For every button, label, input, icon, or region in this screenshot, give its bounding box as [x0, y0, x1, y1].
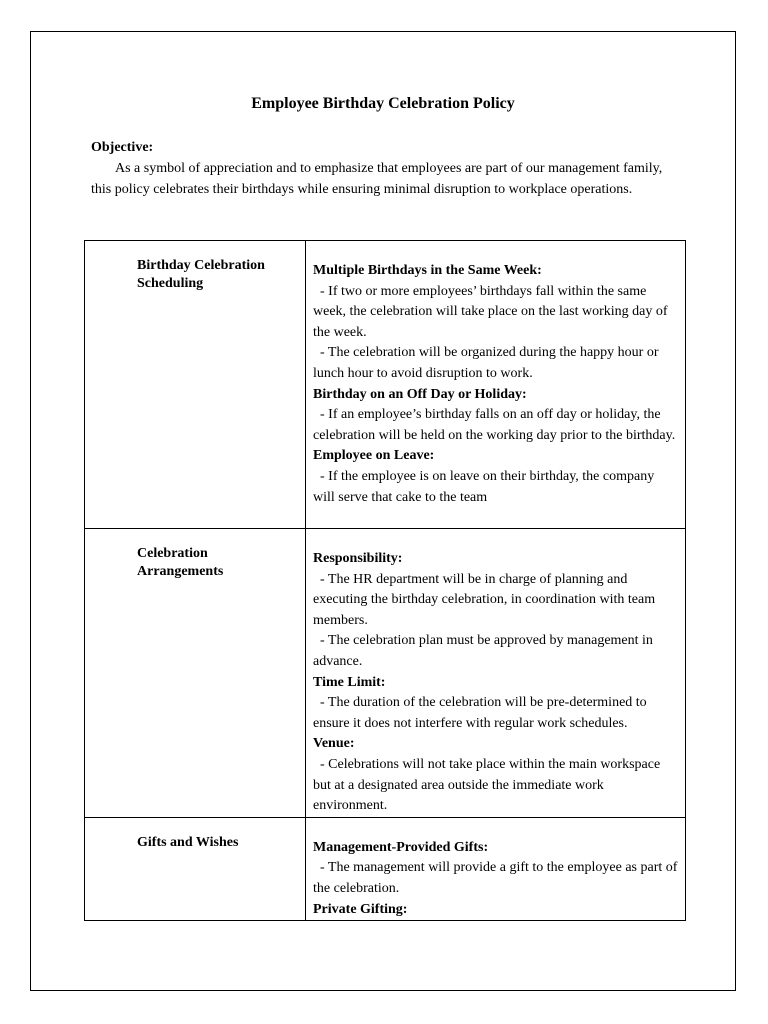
section-body-cell — [306, 529, 686, 818]
section-body-gifts — [306, 818, 685, 920]
table-row — [85, 817, 686, 920]
policy-item: - If an employee’s birthday falls on an off day or holiday, the celebration will be held on the working day prior to the birthday. — [313, 407, 676, 443]
objective-text: As a symbol of appreciation and to emphasize that employees are part of our management family, this policy celebrates their birthdays while ensuring minimal disruption to workplace operations. — [91, 161, 663, 197]
subheading: Time Limit: — [313, 674, 386, 690]
section-body-cell — [306, 241, 686, 529]
document-title: Employee Birthday Celebration Policy — [251, 95, 515, 112]
policy-item: - The duration of the celebration will be pre-determined to ensure it does not interfere with regular work schedules. — [313, 695, 647, 731]
subheading: Birthday on an Off Day or Holiday: — [313, 386, 527, 402]
subheading: Management-Provided Gifts: — [313, 839, 489, 855]
document-page — [30, 31, 736, 991]
section-title-cell — [85, 529, 306, 818]
section-title-cell — [85, 241, 306, 529]
table-row — [85, 529, 686, 818]
objective-label: Objective: — [91, 140, 154, 155]
policy-item: - Celebrations will not take place within the main workspace but at a designated area outside the immediate work environment. — [313, 756, 661, 814]
policy-item: - The HR department will be in charge of planning and executing the birthday celebration, in coordination with team members. — [313, 571, 656, 628]
subheading: Multiple Birthdays in the Same Week: — [313, 263, 542, 278]
section-title-cell — [85, 817, 306, 920]
objective-section — [91, 137, 681, 200]
policy-item: - If the employee is on leave on their birthday, the company will serve that cake to the team — [313, 468, 655, 505]
policy-item: - The celebration will be organized during the happy hour or lunch hour to avoid disruption to work. — [313, 345, 659, 381]
policy-item: - The management will provide a gift to the employee as part of the celebration. — [313, 860, 678, 896]
subheading: Private Gifting: — [313, 901, 408, 917]
subheading: Employee on Leave: — [313, 448, 435, 464]
section-body-cell — [306, 817, 686, 920]
section-body-arrangements — [306, 529, 685, 817]
section-title-gifts: Gifts and Wishes — [137, 834, 239, 850]
subheading: Responsibility: — [313, 551, 403, 566]
policy-table — [84, 240, 686, 921]
policy-item: - If two or more employees’ birthdays fall within the same week, the celebration will take place on the last working day of the week. — [313, 283, 668, 340]
table-row — [85, 241, 686, 529]
subheading: Venue: — [313, 736, 355, 752]
policy-item: - The celebration plan must be approved by management in advance. — [313, 633, 653, 669]
section-title-scheduling: Birthday Celebration Scheduling — [137, 258, 265, 291]
section-body-scheduling — [306, 241, 685, 508]
section-title-arrangements: Celebration Arrangements — [137, 546, 224, 579]
